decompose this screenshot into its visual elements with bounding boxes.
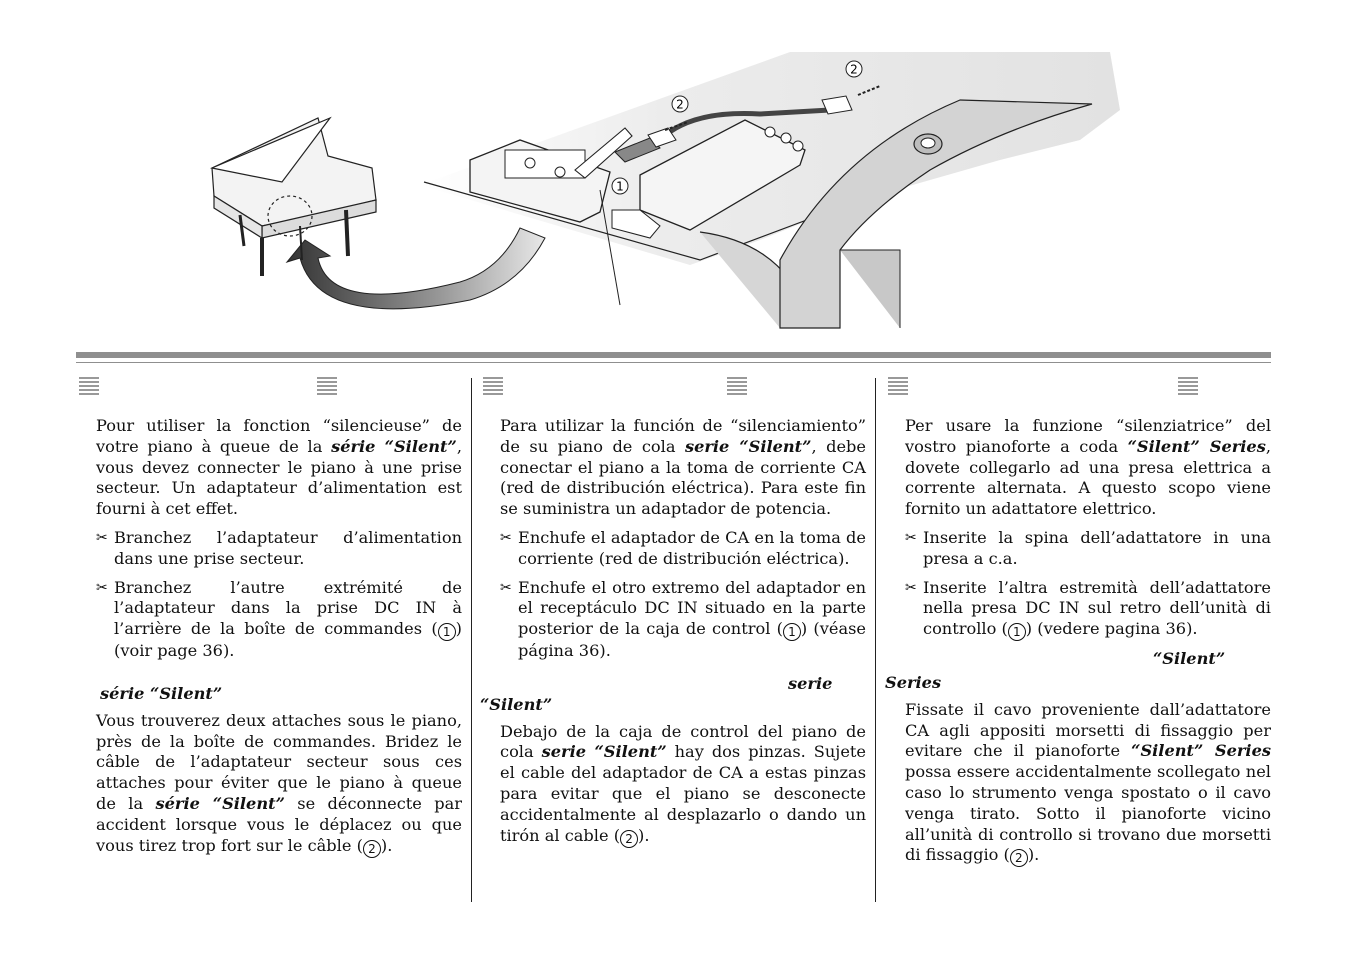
list-item: ✂ Inserite l’altra estremità dell’adattatore nella presa DC IN sul retro dell’unità di controllo ( 1 ) (vedere pagina 36). [905,577,1271,640]
bullet-icon: ✂ [905,529,917,546]
list-item: ✂ Inserite la spina dell’adattatore in una presa a c.a. [905,527,1271,568]
bullet-icon: ✂ [96,529,108,546]
body-paragraph: Debajo de la caja de control del piano de cola serie “Silent” hay dos pinzas. Sujete el cable del adaptador de CA a estas pinzas para evitar que el piano se desconecte accidentalmente al desplazarlo o dando un tirón al cable ( 2 ). [500,721,866,846]
grand-piano-icon [212,118,376,276]
subheading: série “Silent” [100,683,223,703]
intro-paragraph: Per usare la funzione “silenziatrice” del vostro pianoforte a coda “Silent” Series, dovete collegarlo ad una presa elettrica a corrente alternata. A questo scopo viene fornito un adattatore elettrico. [905,416,1271,519]
column-italian [885,372,1271,912]
column-divider [471,378,472,902]
section-lines-icon [482,376,504,396]
section-lines-icon [1177,376,1199,396]
piano-connection-illustration [0,0,1348,340]
column-divider [875,378,876,902]
section-lines-icon [316,376,338,396]
callout-2a: 2 [676,97,684,112]
bullet-icon: ✂ [500,529,512,546]
section-lines-icon [78,376,100,396]
section-lines-icon [726,376,748,396]
subheading-line-2: “Silent” [480,694,553,714]
list-item: ✂ Branchez l’adaptateur d’alimentation dans une prise secteur. [96,527,462,568]
header-rule-thick [76,352,1271,358]
list-item: ✂ Branchez l’autre extrémité de l’adaptateur dans la prise DC IN à l’arrière de la boîte de commandes ( 1 ) (voir page 36). [96,577,462,661]
intro-paragraph: Pour utiliser la fonction “silencieuse” de votre piano à queue de la série “Silent”, vous devez connecter le piano à une prise secteur. Un adaptateur d’alimentation est fourni à cet effet. [96,416,462,519]
list-item: ✂ Enchufe el otro extremo del adaptador en el receptáculo DC IN situado en la parte posterior de la caja de control ( 1 ) (véase página 36). [500,577,866,661]
column-spanish [480,372,866,912]
column-french [76,372,462,912]
subheading-line-1: “Silent” [1153,649,1226,669]
bullet-icon: ✂ [905,579,917,596]
list-item: ✂ Enchufe el adaptador de CA en la toma de corriente (red de distribución eléctrica). [500,527,866,568]
bullet-icon: ✂ [500,579,512,596]
curved-arrow-icon [287,228,545,309]
body-paragraph: Vous trouverez deux attaches sous le piano, près de la boîte de commandes. Bridez le câble de l’adaptateur secteur sous ces attaches pour éviter que le piano à queue de la série “Silent” se déconnecte par accident lorsque vous le déplacez ou que vous tirez trop fort sur le câble ( 2 ). [96,710,462,856]
subheading-line-1: serie [788,673,833,693]
callout-2b: 2 [850,62,858,77]
bullet-icon: ✂ [96,579,108,596]
header-rule-thin [76,362,1271,363]
body-paragraph: Fissate il cavo proveniente dall’adattatore CA agli appositi morsetti di fissaggio per evitare che il pianoforte “Silent” Series possa essere accidentalmente scollegato nel caso lo strumento venga spostato o il cavo venga tirato. Sotto il pianoforte vicino all’unità di controllo si trovano due morsetti di fissaggio ( 2 ). [905,699,1271,866]
callout-1: 1 [616,179,624,194]
section-lines-icon [887,376,909,396]
intro-paragraph: Para utilizar la función de “silenciamiento” de su piano de cola serie “Silent”, debe conectar el piano a la toma de corriente CA (red de distribución eléctrica). Para este fin se suministra un adaptador de potencia. [500,416,866,519]
subheading-line-2: Series [885,672,942,692]
